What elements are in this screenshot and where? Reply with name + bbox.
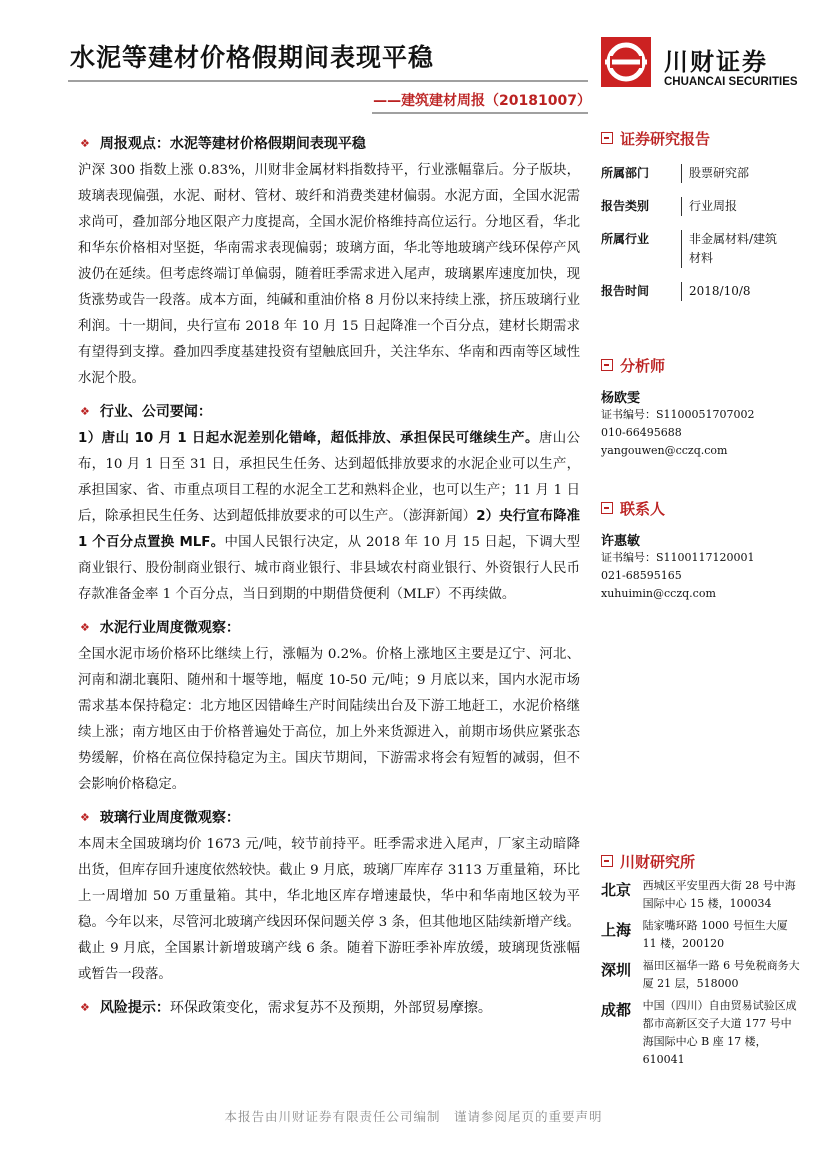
info-key: 报告类别	[601, 199, 650, 213]
info-key: 所属行业	[601, 232, 650, 246]
square-bullet-icon	[601, 359, 613, 371]
address-list	[601, 877, 801, 1069]
info-key: 所属部门	[601, 166, 650, 180]
news-headline: 2）央行宣布降准 1 个百分点置换 MLF。	[78, 509, 580, 550]
title-rule	[68, 80, 588, 82]
paragraph-text: 沪深 300 指数上涨 0.83%，川财非金属材料指数持平，行业涨幅靠后。分子版块，玻璃表现偏强，水泥、耐材、管材、玻纤和消费类建材偏弱。水泥方面，全国水泥需求尚可，叠加部分地区限产力度提高，全国水泥价格维持高位运行。分地区看，华北和华东价格相对坚挺，华南需求表现偏弱；玻璃方面，华北等地玻璃产线环保停产风波仍在延续。但考虑终端订单偏弱，随着旺季需求进入尾声，玻璃累库速度加快，现货涨势或告一段落。成本方面，纯碱和重油价格 8 月份以来持续上涨，挤压玻璃行业利润。十一期间，央行宣布 2018 年 10 月 15 日起降准一个百分点，建材长期需求有望得到支撑。叠加四季度基建投资有望触底回升，关注华东、华南和西南等区域性水泥个股。	[78, 163, 580, 386]
analyst-phone: 010-66495688	[601, 426, 682, 439]
sidebar	[601, 126, 801, 1069]
square-bullet-icon	[601, 502, 613, 514]
sidebar-heading-institute: 川财研究所	[601, 849, 801, 873]
info-key: 报告时间	[601, 284, 650, 298]
section-heading: 玻璃行业周度微观察：	[99, 810, 240, 826]
address-city: 上海	[601, 921, 632, 939]
address-text: 中国（四川）自由贸易试验区成都市高新区交子大道 177 号中海国际中心 B 座 17 楼，610041	[642, 999, 797, 1066]
info-row	[601, 274, 801, 301]
news-body: 唐山公布，10 月 1 日至 31 日，承担民生任务、达到超低排放要求的水泥企业可以生产，承担国家、省、市重点项目工程的水泥全工艺和熟料企业，也可以生产；11 月 1 日后，除承担民生任务、达到超低排放要求的可以生产。（澎湃新闻）	[78, 431, 581, 524]
address-city: 深圳	[601, 961, 632, 979]
address-city: 北京	[601, 881, 632, 899]
analyst-email[interactable]: yangouwen@cczq.com	[601, 444, 728, 457]
section-industry-news	[78, 398, 580, 608]
section-paragraph	[78, 642, 580, 798]
risk-warning	[78, 994, 580, 1020]
section-paragraph	[78, 426, 580, 608]
address-text: 福田区福华一路 6 号免税商务大厦 21 层，518000	[642, 959, 800, 990]
info-value: 2018/10/8	[681, 282, 789, 301]
section-heading: 周报观点：水泥等建材价格假期间表现平稳	[99, 136, 366, 152]
company-logo-icon	[601, 37, 651, 87]
diamond-bullet-icon: ❖	[80, 136, 90, 150]
main-content	[78, 126, 580, 1020]
contact-phone: 021-68595165	[601, 569, 682, 582]
address-text: 陆家嘴环路 1000 号恒生大厦 11 楼，200120	[642, 919, 788, 950]
paragraph-text: 全国水泥市场价格环比继续上行，涨幅为 0.2%。价格上涨地区主要是辽宁、河北、河南和湖北襄阳、随州和十堰等地，幅度 10-50 元/吨；9 月底以来，国内水泥市场需求基本保持稳定：北方地区因错峰生产时间陆续出台及下游工地赶工，水泥价格继续上涨；南方地区由于价格普遍处于高位，加上外来货源进入，前期市场供应紧张态势缓解，价格在高位保持稳定为主。国庆节期间，下游需求将会有短暂的减弱，但不会影响价格稳定。	[78, 647, 580, 792]
risk-label: 风险提示：	[99, 1000, 170, 1016]
diamond-bullet-icon: ❖	[80, 620, 90, 634]
contact-cert: 证书编号：S1100117120001	[601, 551, 755, 564]
section-paragraph	[78, 832, 580, 988]
report-info	[601, 156, 801, 301]
address-item	[601, 957, 801, 993]
info-row	[601, 156, 801, 183]
contact-email[interactable]: xuhuimin@cczq.com	[601, 587, 716, 600]
sidebar-heading-analyst: 分析师	[601, 353, 801, 377]
section-weekly-view	[78, 130, 580, 392]
diamond-bullet-icon: ❖	[80, 810, 90, 824]
page-title: 水泥等建材价格假期间表现平稳	[70, 43, 435, 72]
square-bullet-icon	[601, 132, 613, 144]
analyst-name: 杨欧雯	[601, 391, 641, 406]
address-item	[601, 997, 801, 1069]
address-city: 成都	[601, 1001, 632, 1019]
news-body: 中国人民银行决定，从 2018 年 10 月 15 日起，下调大型商业银行、股份制商业银行、城市商业银行、非县域农村商业银行、外资银行人民币存款准备金率 1 个百分点，当日到期的中期借贷便利（MLF）不再续做。	[78, 535, 580, 602]
section-glass	[78, 804, 580, 988]
info-value: 非金属材料/建筑材料	[681, 230, 789, 268]
contact-name: 许惠敏	[601, 534, 641, 549]
address-text: 西城区平安里西大街 28 号中海国际中心 15 楼，100034	[642, 879, 796, 910]
section-heading: 行业、公司要闻：	[99, 404, 212, 420]
report-subtitle: ——建筑建材周报（20181007）	[373, 93, 591, 109]
info-row	[601, 189, 801, 216]
analyst-cert: 证书编号：S1100051707002	[601, 408, 755, 421]
info-row	[601, 222, 801, 268]
risk-text: 环保政策变化，需求复苏不及预期，外部贸易摩擦。	[169, 1000, 492, 1016]
section-heading: 水泥行业周度微观察：	[99, 620, 240, 636]
diamond-bullet-icon: ❖	[80, 404, 90, 418]
news-headline: 1）唐山 10 月 1 日起水泥差别化错峰，超低排放、承担保民可继续生产。	[78, 431, 539, 446]
page-footer: 本报告由川财证券有限责任公司编制 谨请参阅尾页的重要声明	[224, 1109, 603, 1124]
section-paragraph	[78, 158, 580, 392]
company-name-en: CHUANCAI SECURITIES	[664, 76, 798, 88]
info-value: 行业周报	[681, 197, 789, 216]
subtitle-rule	[372, 112, 588, 114]
address-item	[601, 877, 801, 913]
square-bullet-icon	[601, 855, 613, 867]
company-name-cn: 川财证券	[664, 48, 768, 76]
diamond-bullet-icon: ❖	[80, 1000, 90, 1014]
sidebar-heading-report: 证券研究报告	[601, 126, 801, 150]
section-cement	[78, 614, 580, 798]
address-item	[601, 917, 801, 953]
paragraph-text: 本周末全国玻璃均价 1673 元/吨，较节前持平。旺季需求进入尾声，厂家主动暗降出货，但库存回升速度依然较快。截止 9 月底，玻璃厂库库存 3113 万重量箱，环比上一周增加 50 万重量箱。其中，华北地区库存增速最快，华中和华南地区较为平稳。今年以来，尽管河北玻璃产线因环保问题关停 3 条，但其他地区陆续新增产线。截止 9 月底，全国累计新增玻璃产线 6 条。随着下游旺季补库放缓，玻璃现货涨幅或暂告一段落。	[78, 837, 580, 982]
info-value: 股票研究部	[681, 164, 789, 183]
sidebar-heading-contact: 联系人	[601, 496, 801, 520]
